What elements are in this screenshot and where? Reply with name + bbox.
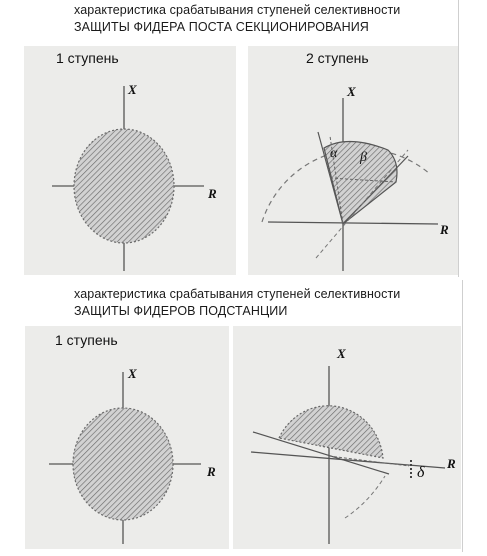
bottom-left-diagram	[25, 326, 229, 549]
delta-angle-label: δ	[417, 464, 425, 481]
top-caption-line1: характеристика срабатывания ступеней селективности	[74, 3, 401, 17]
step2-label: 2 ступень	[306, 50, 369, 66]
r-axis-label: R	[207, 464, 216, 479]
alpha-angle-label: α	[330, 146, 338, 161]
beta-angle-label: β	[360, 150, 367, 165]
bottom-caption-line2: ЗАЩИТЫ ФИДЕРОВ ПОДСТАНЦИИ	[74, 304, 288, 318]
trip-zone-circle	[74, 129, 174, 243]
r-axis-label: R	[447, 456, 456, 471]
bottom-caption-line1: характеристика срабатывания ступеней селективности	[74, 287, 401, 301]
x-axis-label: X	[337, 346, 346, 361]
trip-zone-circle	[73, 408, 173, 520]
r-axis-label: R	[440, 222, 449, 237]
x-axis-label: X	[347, 84, 356, 99]
x-axis-label: X	[128, 366, 137, 381]
divider-line	[458, 0, 459, 277]
step1-label: 1 ступень	[55, 332, 118, 348]
top-caption-line2: ЗАЩИТЫ ФИДЕРА ПОСТА СЕКЦИОНИРОВАНИЯ	[74, 20, 369, 34]
bottom-right-diagram	[233, 326, 461, 549]
r-axis-label: R	[208, 186, 217, 201]
top-left-diagram	[24, 46, 236, 275]
top-right-diagram	[248, 46, 458, 275]
x-axis-label: X	[128, 82, 137, 97]
trip-zone-segment	[279, 406, 383, 458]
step1-label: 1 ступень	[56, 50, 119, 66]
divider-line	[462, 280, 463, 552]
